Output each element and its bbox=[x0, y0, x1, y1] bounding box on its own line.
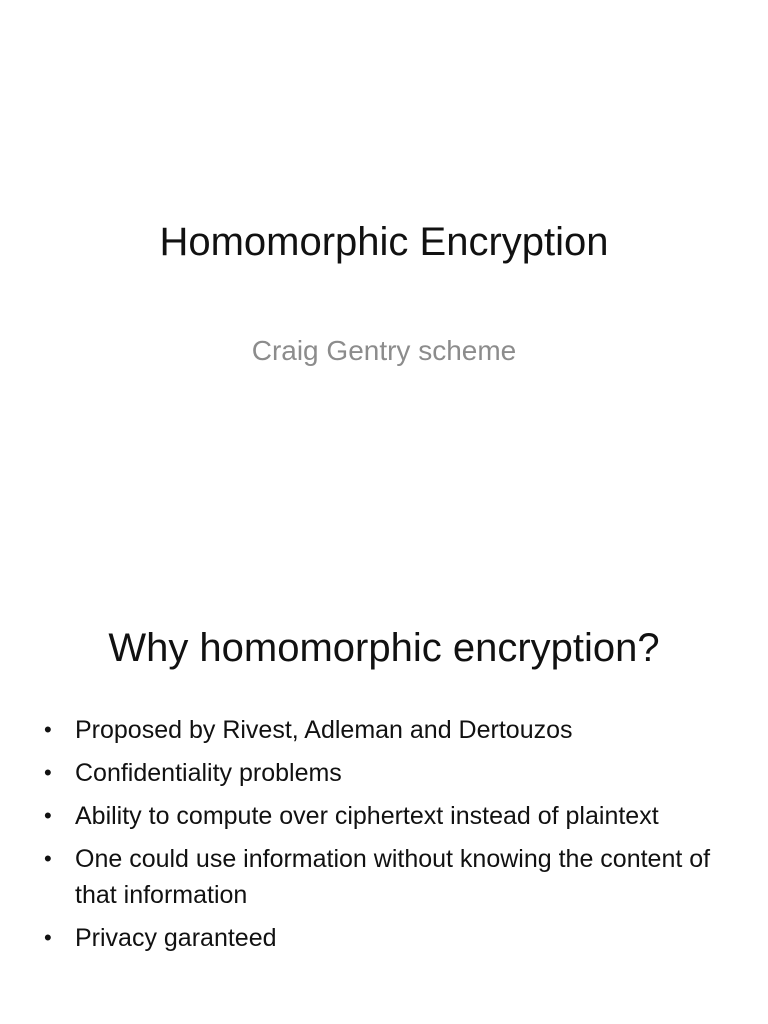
content-slide bbox=[0, 576, 768, 1024]
bullet-icon: • bbox=[44, 760, 52, 785]
bullet-icon: • bbox=[44, 717, 52, 742]
bullet-text: One could use information without knowing the content of that information bbox=[75, 845, 711, 909]
bullet-text: Proposed by Rivest, Adleman and Dertouzos bbox=[75, 716, 573, 744]
bullet-text: Confidentiality problems bbox=[75, 759, 342, 787]
bullet-icon: • bbox=[44, 803, 52, 828]
bullet-text: Privacy garanteed bbox=[75, 924, 277, 952]
slide-subtitle: Craig Gentry scheme bbox=[251, 335, 517, 366]
bullet-list bbox=[40, 712, 720, 963]
bullet-item bbox=[40, 712, 720, 748]
bullet-item bbox=[40, 920, 720, 956]
bullet-item bbox=[40, 798, 720, 834]
bullet-item bbox=[40, 755, 720, 791]
slide-title: Homomorphic Encryption bbox=[159, 220, 609, 264]
bullet-item bbox=[40, 841, 720, 913]
bullet-text: Ability to compute over ciphertext instead of plaintext bbox=[75, 802, 659, 830]
bullet-icon: • bbox=[44, 925, 52, 950]
bullet-icon: • bbox=[44, 846, 52, 871]
slide-heading: Why homomorphic encryption? bbox=[108, 626, 660, 670]
